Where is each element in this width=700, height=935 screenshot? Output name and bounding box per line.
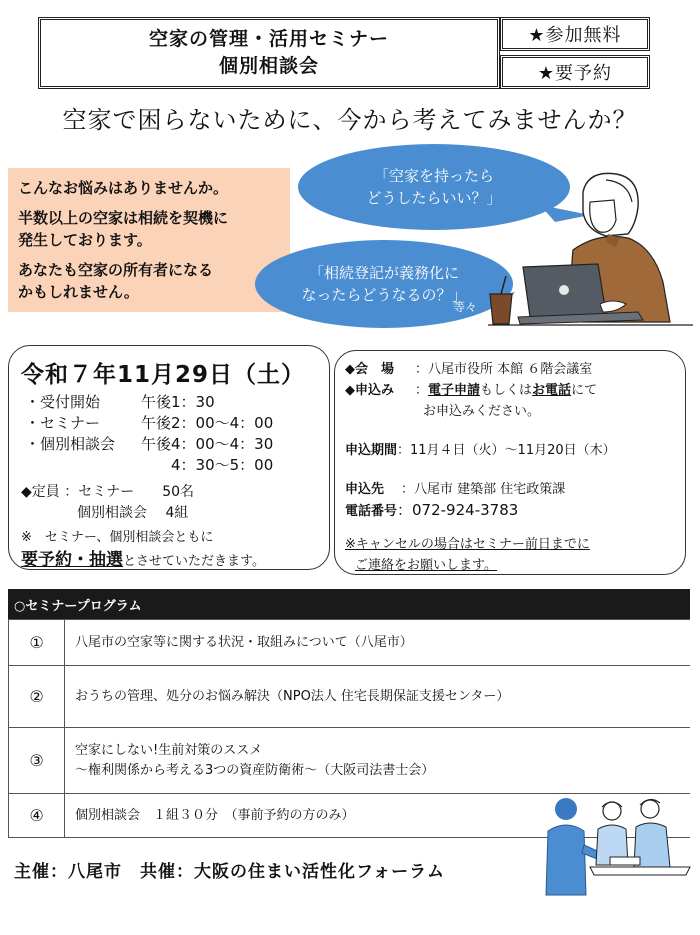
capacity-line-2: 個別相談会 4組	[21, 505, 189, 521]
tel-label: 電話番号	[345, 504, 398, 519]
program-number: ③	[9, 728, 65, 794]
event-date: 令和７年11月29日（土）	[21, 362, 306, 388]
apply-label: ◆申込み	[345, 383, 394, 398]
reservation-note: ※ セミナー、個別相談会ともに	[21, 530, 214, 545]
consultation-illustration	[540, 795, 692, 900]
headline: 空家で困らないために、今から考えてみませんか？	[62, 106, 638, 134]
program-row	[9, 728, 691, 794]
apply-colon: ：	[415, 383, 429, 398]
bubble-2-line-2: なったらどうなるの？」	[301, 286, 467, 304]
worry-line-3b: かもしれません。	[18, 283, 139, 301]
e-application-link: 電子申請	[428, 383, 481, 398]
worry-line-2a: 半数以上の空家は相続を契機に	[18, 209, 229, 227]
capacity-line-1: ◆定員 ：セミナー 50名	[21, 484, 195, 500]
worry-line-1: こんなお悩みはありませんか。	[18, 179, 229, 197]
tel-value: ：072-924-3783	[397, 501, 519, 519]
schedule-row-label: ・個別相談会	[25, 435, 116, 453]
program-text	[65, 728, 691, 794]
tel-row	[345, 501, 675, 521]
schedule-row-label	[21, 455, 141, 476]
program-line-1: 個別相談会 １組３０分 （事前予約の方のみ）	[75, 807, 355, 823]
lottery-emphasis: 要予約・抽選	[21, 550, 123, 570]
schedule-row	[21, 413, 317, 434]
cancel-note-2: ご連絡をお願いします。	[355, 558, 497, 573]
reservation-tag: ★要予約	[500, 55, 650, 89]
schedule-row-value: 午後4：00～4：30	[141, 435, 274, 453]
woman-laptop-illustration	[488, 172, 693, 337]
program-heading: ○セミナープログラム	[8, 589, 690, 619]
worry-line-2b: 発生しております。	[18, 231, 152, 249]
program-number: ①	[9, 620, 65, 666]
bubble-1-line-1: 「空家を持ったら	[373, 167, 494, 185]
schedule-row	[21, 455, 317, 476]
lottery-rest: とさせていただきます。	[123, 554, 265, 569]
lottery-note	[21, 551, 317, 571]
period-label: 申込期間	[345, 443, 398, 458]
cancel-note-1: ※キャンセルの場合はセミナー前日までに	[345, 537, 590, 552]
program-text	[65, 620, 691, 666]
venue-label: ◆会 場	[345, 362, 394, 377]
schedule-row-value: 4：30～5：00	[141, 456, 274, 474]
program-row	[9, 620, 691, 666]
free-tag: ★参加無料	[500, 17, 650, 51]
title-line-1: 空家の管理・活用セミナー	[148, 28, 389, 50]
phone-application: お電話	[532, 383, 572, 398]
venue-value: ：八尾市役所 本館 ６階会議室	[415, 362, 593, 377]
schedule-panel	[8, 345, 330, 570]
apply-or: もしくは	[480, 383, 533, 398]
worry-line-3a: あなたも空家の所有者になる	[18, 261, 214, 279]
program-text	[65, 666, 691, 728]
program-number: ②	[9, 666, 65, 728]
bubble-1-line-2: どうしたらいい？」	[366, 189, 502, 207]
destination-label: 申込先	[345, 482, 385, 497]
schedule-row-label: ・受付開始	[25, 393, 101, 411]
etc-label: 等々	[453, 300, 478, 314]
program-line-1: おうちの管理、処分のお悩み解決（NPO法人 住宅長期保証支援センター）	[75, 688, 510, 704]
details-panel	[334, 350, 686, 575]
bubble-2-line-1: 「相続登記が義務化に	[308, 264, 459, 282]
program-row	[9, 666, 691, 728]
apply-suffix: にて	[571, 383, 598, 398]
schedule-row	[21, 392, 317, 413]
period-value: ：11月４日（火）～11月20日（木）	[397, 443, 616, 458]
program-line-1: 八尾市の空家等に関する状況・取組みについて（八尾市）	[75, 634, 413, 650]
destination-value: ：八尾市 建築部 住宅政策課	[401, 482, 566, 497]
venue-row	[345, 360, 675, 379]
apply-line-2: お申込みください。	[423, 404, 541, 419]
organizer-footer: 主催：八尾市 共催：大阪の住まい活性化フォーラム	[14, 862, 445, 882]
program-line-1: 空家にしない!生前対策のススメ	[75, 742, 263, 758]
apply-row	[345, 381, 675, 400]
schedule-row-value: 午後1：30	[141, 393, 215, 411]
title-line-2: 個別相談会	[218, 55, 319, 77]
schedule-row-value: 午後2：00～4：00	[141, 414, 274, 432]
program-number: ④	[9, 794, 65, 838]
schedule-row	[21, 434, 317, 455]
schedule-row-label: ・セミナー	[25, 414, 101, 432]
program-line-2: ～権利関係から考える3つの資産防衛術～（大阪司法書士会）	[75, 762, 435, 778]
destination-row	[345, 480, 675, 499]
period-row	[345, 441, 675, 460]
